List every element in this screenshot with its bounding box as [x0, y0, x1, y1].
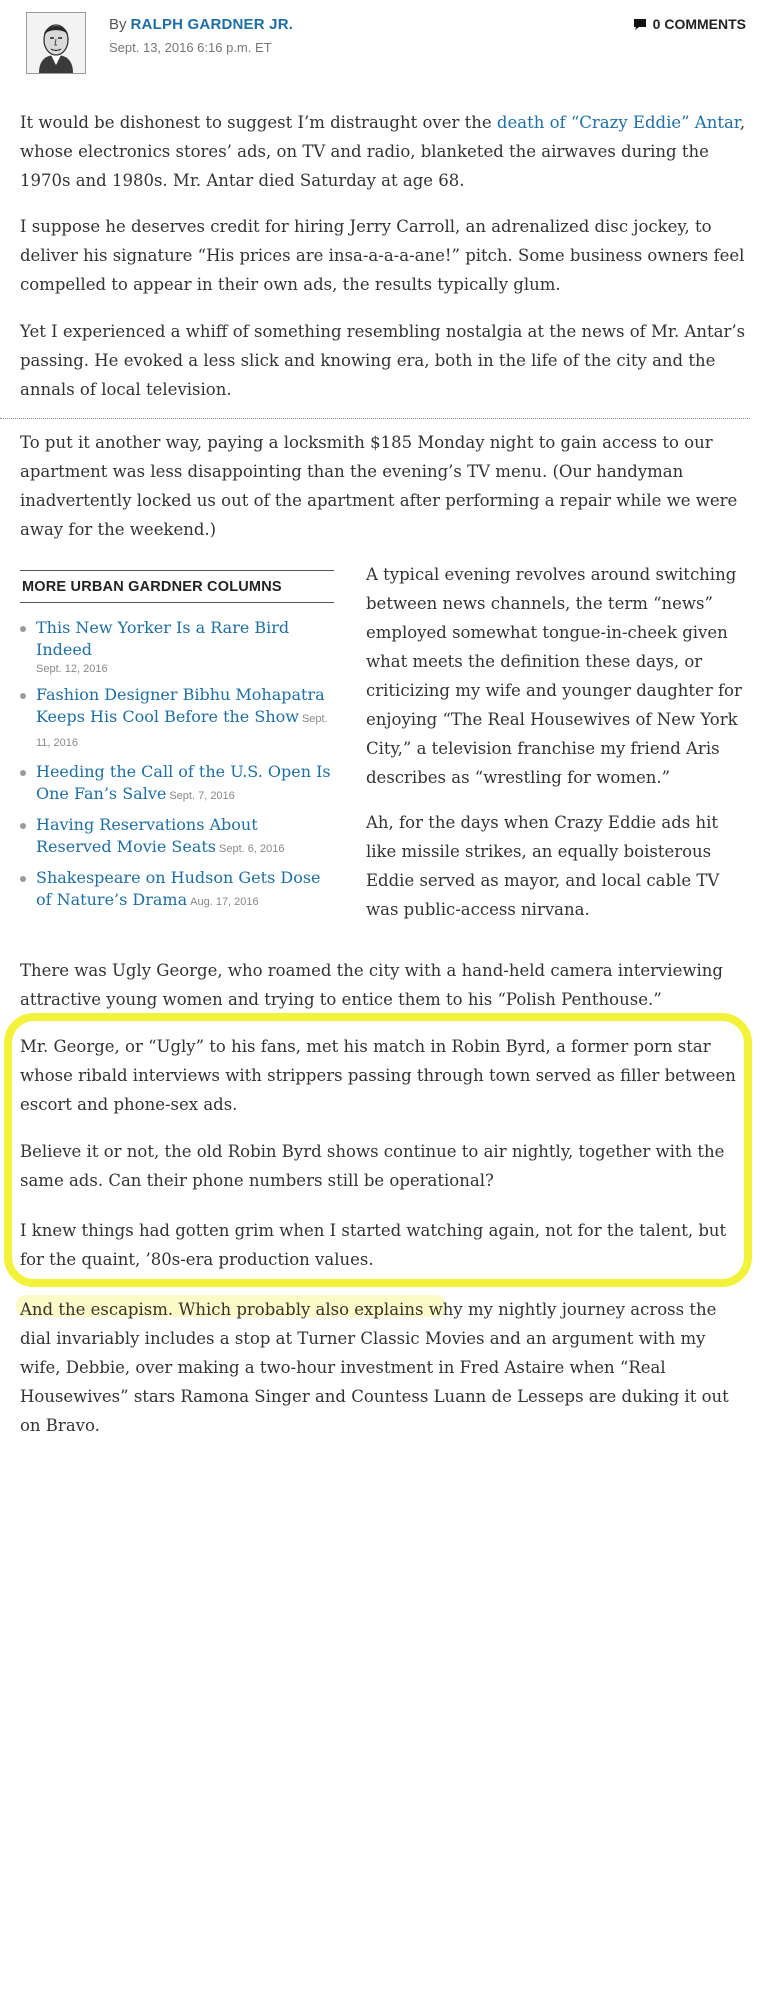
byline-block: [26, 12, 746, 76]
byline-prefix: By: [109, 16, 127, 33]
related-column-link[interactable]: Heeding the Call of the U.S. Open Is One Fan’s Salve: [36, 762, 331, 803]
related-column-item: [20, 761, 334, 807]
author-headshot[interactable]: [26, 12, 86, 74]
related-column-date: Aug. 17, 2016: [190, 896, 259, 908]
right-column-paragraph-2: Ah, for the days when Crazy Eddie ads hit like missile strikes, an equally boisterous Eddie served as mayor, and local cable TV was public-access nirvana.: [366, 813, 720, 919]
related-column-link[interactable]: Fashion Designer Bibhu Mohapatra Keeps His Cool Before the Show: [36, 685, 325, 726]
crazy-eddie-death-link[interactable]: death of “Crazy Eddie” Antar: [496, 113, 740, 132]
speech-bubble-icon: [633, 18, 647, 31]
related-column-date: Sept. 11, 2016: [36, 713, 328, 749]
byline: [109, 16, 293, 33]
article-paragraph-4: To put it another way, paying a locksmith $185 Monday night to gain access to our apartment was less disappointing than the evening’s TV menu. (Our handyman inadvertently locked us out of the apartment after performing a repair while we were away for the weekend.): [20, 433, 738, 539]
comments-link[interactable]: [633, 16, 746, 32]
author-link[interactable]: RALPH GARDNER JR.: [130, 16, 294, 33]
related-columns-list: [20, 617, 334, 913]
article-paragraph-6: Mr. George, or “Ugly” to his fans, met his match in Robin Byrd, a former porn star whose ribald interviews with strippers passing through town served as filler between escort and phone-sex ads.: [20, 1037, 736, 1114]
article-paragraph-7: Believe it or not, the old Robin Byrd shows continue to air nightly, together with the same ads. Can their phone numbers still be operational?: [20, 1142, 725, 1190]
article-paragraph-3: Yet I experienced a whiff of something resembling nostalgia at the news of Mr. Antar’s passing. He evoked a less slick and knowing era, both in the life of the city and the annals of local television.: [20, 322, 746, 399]
author-portrait-icon: [27, 13, 85, 73]
related-column-link[interactable]: This New Yorker Is a Rare Bird Indeed: [36, 618, 290, 659]
related-column-item: [20, 684, 334, 754]
sidebar-title: MORE URBAN GARDNER COLUMNS: [22, 579, 282, 595]
article-paragraph-9: And the escapism. Which probably also explains why my nightly journey across the dial invariably includes a stop at Turner Classic Movies and an argument with my wife, Debbie, over making a two-hour investment in Fred Astaire when “Real Housewives” stars Ramona Singer and Countess Luann de Lesseps are duking it out on Bravo.: [20, 1300, 729, 1435]
related-column-link[interactable]: Having Reservations About Reserved Movie Seats: [36, 815, 258, 856]
article-paragraph-5: There was Ugly George, who roamed the city with a hand-held camera interviewing attractive young women and trying to entice them to his “Polish Penthouse.”: [20, 961, 723, 1009]
sidebar-bottom-rule: [20, 602, 334, 603]
right-column-text: [366, 560, 750, 940]
article-paragraph-2: I suppose he deserves credit for hiring Jerry Carroll, an adrenalized disc jockey, to deliver his signature “His prices are insa-a-a-a-ane!” pitch. Some business owners feel compelled to appear in their own ads, the results typically glum.: [20, 217, 745, 294]
article-paragraph-8: I knew things had gotten grim when I started watching again, not for the talent, but for the quaint, ’80s-era production values.: [20, 1221, 727, 1269]
paragraph-1-lead: It would be dishonest to suggest I’m distraught over the: [20, 113, 497, 132]
article-paragraph-1: [20, 108, 750, 195]
related-column-item: [20, 867, 334, 913]
related-column-link[interactable]: Shakespeare on Hudson Gets Dose of Nature’s Drama: [36, 868, 321, 909]
right-column-paragraph-1: A typical evening revolves around switching between news channels, the term “news” employed somewhat tongue-in-cheek given what meets the definition these days, or criticizing my wife and younger daughter for enjoying “The Real Housewives of New York City,” a television franchise my friend Aris describes as “wrestling for women.”: [366, 565, 742, 787]
comments-count: 0 COMMENTS: [652, 16, 746, 32]
related-column-date: Sept. 7, 2016: [169, 790, 235, 802]
section-divider: [0, 418, 750, 419]
publish-timestamp: Sept. 13, 2016 6:16 p.m. ET: [109, 40, 272, 55]
paragraph-1-rest: , whose electronics stores’ ads, on TV and radio, blanketed the airwaves during the 1970s and 1980s. Mr. Antar died Saturday at age 68.: [20, 113, 746, 190]
related-columns-sidebar: [20, 570, 334, 920]
related-column-date: Sept. 6, 2016: [219, 843, 285, 855]
related-column-item: [20, 617, 334, 677]
related-column-date: Sept. 12, 2016: [36, 663, 108, 675]
related-column-item: [20, 814, 334, 860]
